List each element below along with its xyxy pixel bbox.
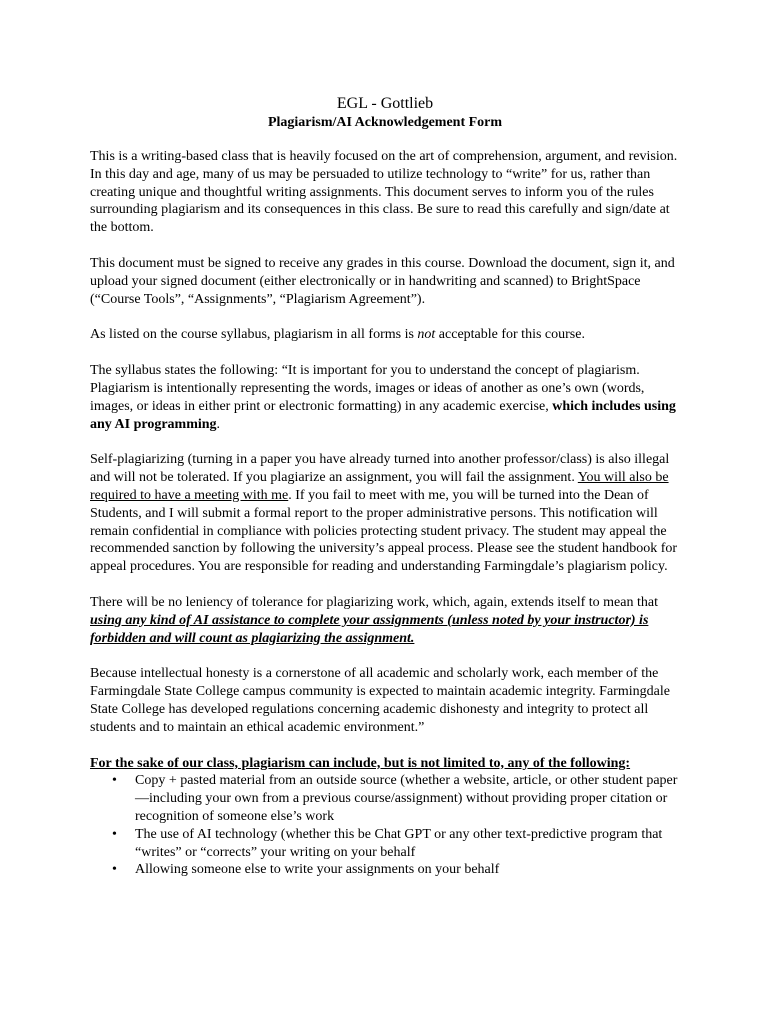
self-plagiarism-text-start: Self-plagiarizing (turning in a paper you have already turned into another professor/class) is also illegal and will not be tolerated. If you plagiarize an assignment, you will fail the assignment. xyxy=(90,452,670,486)
document-subtitle: Plagiarism/AI Acknowledgement Form xyxy=(267,115,503,130)
self-plagiarism-paragraph xyxy=(90,451,680,576)
syllabus-policy-paragraph xyxy=(90,326,680,344)
syllabus-quote-paragraph xyxy=(90,362,680,433)
ai-leniency-paragraph xyxy=(90,594,680,647)
quote-text: The syllabus states the following: “It is important for you to understand the concept of plagiarism. Plagiarism is intentionally representing the words, images or ideas of another as one’s own (words, images, or ideas in either print or electronic formatting) in any academic exercise, xyxy=(90,363,645,414)
academic-integrity-paragraph: Because intellectual honesty is a cornerstone of all academic and scholarly work, each member of the Farmingdale State College campus community is expected to maintain academic integrity. Farmingdale State College has developed regulations concerning academic dishonesty and integrity to protect all students and to maintain an ethical academic environment.” xyxy=(90,666,670,735)
list-item xyxy=(90,861,680,879)
list-item xyxy=(90,826,680,862)
ai-programming-emphasis: which includes using any AI programming xyxy=(90,398,676,432)
intro-paragraph: This is a writing-based class that is heavily focused on the art of comprehension, argument, and revision. In this day and age, many of us may be persuaded to utilize technology to “write” for us, rather than creating unique and thoughtful writing assignments. This document serves to inform you of the rules surrounding plagiarism and its consequences in this class. Be sure to read this carefully and sign/date at the bottom. xyxy=(90,149,678,236)
bullet-icon: • xyxy=(112,773,117,789)
document-title: EGL - Gottlieb xyxy=(336,95,434,112)
list-item-text: Copy + pasted material from an outside source (whether a website, article, or other student paper—including your own from a previous course/assignment) without providing proper citation or recognition of someone else’s work xyxy=(135,773,678,824)
bullet-icon: • xyxy=(112,826,117,842)
plagiarism-list-heading: For the sake of our class, plagiarism can include, but is not limited to, any of the following: xyxy=(90,755,631,771)
list-item-text: The use of AI technology (whether this be Chat GPT or any other text-predictive program that “writes” or “corrects” your writing on your behalf xyxy=(135,826,663,860)
policy-emphasis: not xyxy=(417,327,436,343)
list-item-text: Allowing someone else to write your assignments on your behalf xyxy=(135,862,500,878)
document-page xyxy=(90,94,680,879)
quote-period: . xyxy=(216,416,221,432)
self-plagiarism-text-end: . If you fail to meet with me, you will be turned into the Dean of Students, and I will submit a formal report to the proper administrative persons. This notification will remain confidential in compliance with policies protecting student privacy. The student may appeal the recommended sanction by following the university’s appeal process. Please see the student handbook for appeal procedures. You are responsible for reading and understanding Farmingdale’s plagiarism policy. xyxy=(90,487,678,575)
plagiarism-list xyxy=(90,772,680,879)
list-item xyxy=(90,772,680,825)
signing-instructions-paragraph: This document must be signed to receive any grades in this course. Download the document, sign it, and upload your signed document (either electronically or in handwriting and scanned) to BrightSpace (“Course Tools”, “Assignments”, “Plagiarism Agreement”). xyxy=(90,255,675,307)
ai-forbidden-emphasis: using any kind of AI assistance to complete your assignments (unless noted by your instructor) is forbidden and will count as plagiarizing the assignment. xyxy=(90,612,649,646)
meeting-requirement: You will also be required to have a meeting with me xyxy=(90,470,669,503)
leniency-text: There will be no leniency of tolerance for plagiarizing work, which, again, extends itself to mean that xyxy=(90,594,658,610)
policy-text-start: As listed on the course syllabus, plagiarism in all forms is xyxy=(90,327,418,343)
policy-text-end: acceptable for this course. xyxy=(435,327,585,343)
bullet-icon: • xyxy=(112,862,117,878)
